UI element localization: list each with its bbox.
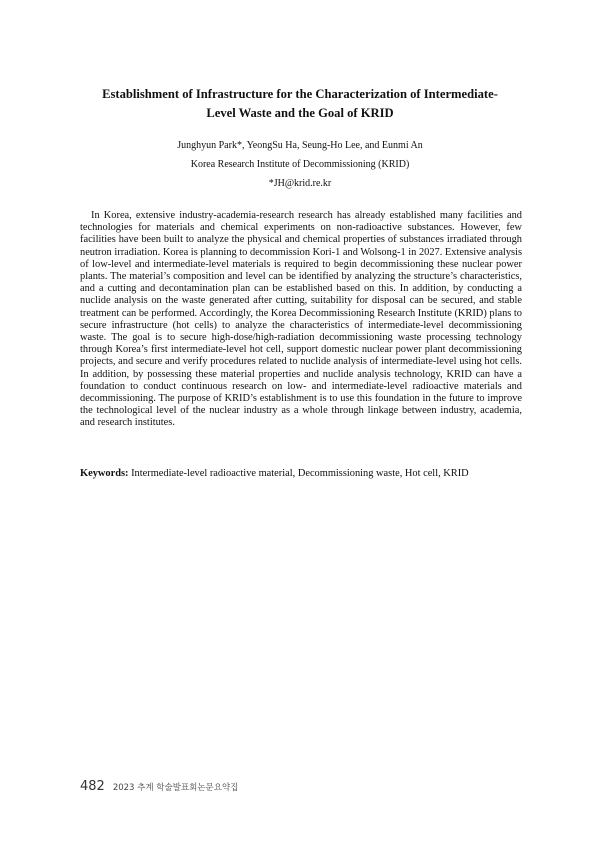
paper-title: Establishment of Infrastructure for the Characterization of Intermediate-Level Waste and the Goal of KRID (102, 87, 498, 120)
affiliation: Korea Research Institute of Decommissioning (KRID) (190, 159, 410, 170)
author-list: Junghyun Park*, YeongSu Ha, Seung-Ho Lee, and Eunmi An (177, 140, 423, 151)
keywords-line (80, 467, 522, 480)
journal-name: 2023 추계 학술발표회논문요약집 (112, 783, 239, 793)
abstract-body: In Korea, extensive industry-academia-research research has already established many facilities and technologies for materials and chemical experiments on non-radioactive substances. However, few facilities have been built to analyze the physical and chemical properties of substances irradiated through neutron irradiation. Korea is planning to decommission Kori-1 and Wolsong-1 in 2027. Extensive analysis of low-level and intermediate-level materials is required to begin decommissioning these nuclear power plants. The material’s composition and level can be identified by analyzing the structure’s characteristics, and a cutting and decontamination plan can be established based on this. In addition, by conducting a nuclide analysis on the waste generated after cutting, suitability for disposal can be secured, and stable treatment can be performed. Accordingly, the Korea Decommissioning Research Institute (KRID) plans to secure infrastructure (hot cells) to analyze the characteristics of intermediate-level decommissioning waste. The goal is to secure high-dose/high-radiation decommissioning waste processing technology through Korea’s first intermediate-level hot cell, support domestic nuclear power plant decommissioning projects, and secure and verify procedures related to nuclide analysis of intermediate-level using hot cells. In addition, by possessing these material properties and nuclide analysis technology, KRID can have a foundation to conduct continuous research on low- and intermediate-level radioactive materials and decommissioning. The purpose of KRID’s establishment is to use this foundation in the future to improve the technological level of the nuclear industry as a whole through linkage between industry, academia, and research institutes. (80, 210, 522, 429)
page-number: 482 (80, 779, 105, 794)
keywords-list: Intermediate-level radioactive material, Decommissioning waste, Hot cell, KRID (131, 468, 469, 479)
contact-email: *JH@krid.re.kr (268, 178, 332, 189)
keywords-label: Keywords: (80, 468, 129, 479)
page-footer (80, 779, 238, 797)
